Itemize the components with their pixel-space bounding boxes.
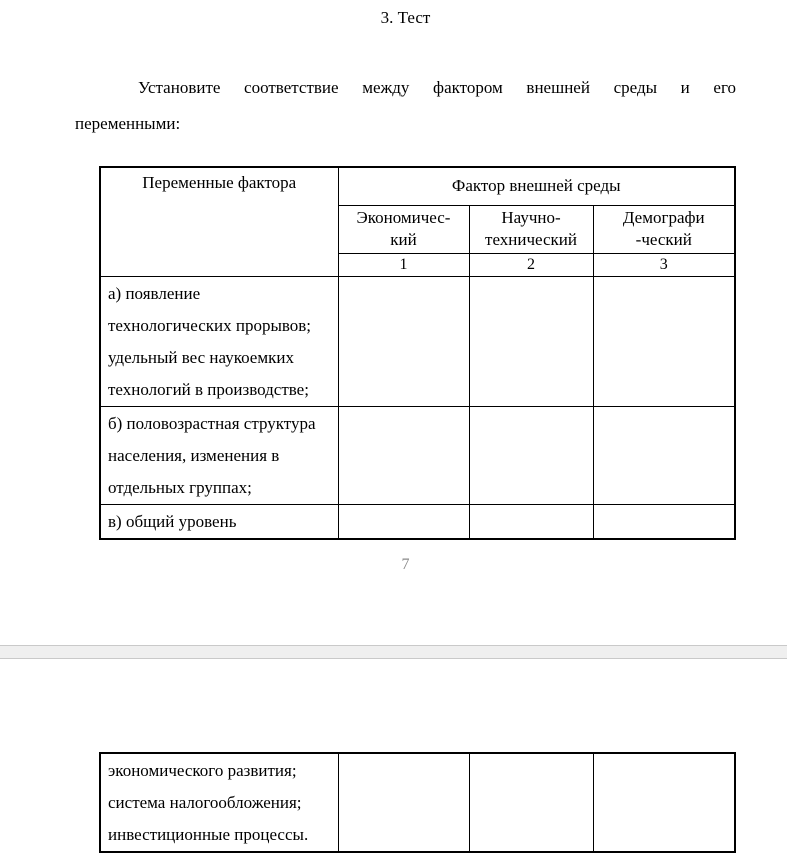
row-label-line: а) появление xyxy=(108,283,201,303)
factor-header-line: Экономичес- xyxy=(356,208,451,227)
page-number: 7 xyxy=(401,556,410,573)
answer-cell xyxy=(338,406,469,504)
row-label-line: инвестиционные процессы. xyxy=(108,825,309,844)
row-label-line: технологических прорывов; xyxy=(108,315,312,335)
factor-number-1: 1 xyxy=(338,253,469,276)
row-label-cell-b xyxy=(100,406,338,504)
row-label-line: отдельных группах; xyxy=(108,477,252,497)
answer-cell xyxy=(338,753,469,852)
factor-header-line: Демографи xyxy=(622,208,705,227)
factor-group-header-cell: Фактор внешней среды xyxy=(338,167,735,205)
row-label-line: система налогообложения; xyxy=(108,793,302,812)
answer-cell xyxy=(593,504,735,539)
row-label-line: экономического развития; xyxy=(108,761,297,780)
factor-header-line: технический xyxy=(485,230,577,249)
factor-header-economic xyxy=(338,205,469,253)
answer-cell xyxy=(338,276,469,406)
answer-cell xyxy=(593,753,735,852)
table-row-b xyxy=(100,406,735,504)
row-label-cell-v xyxy=(100,504,338,539)
intro-paragraph xyxy=(75,70,736,142)
matching-table-continuation xyxy=(99,752,736,853)
factor-number-3: 3 xyxy=(593,253,735,276)
factor-number-2: 2 xyxy=(469,253,593,276)
row-label-line: б) половозрастная структура xyxy=(108,413,316,433)
row-label-cell-a xyxy=(100,276,338,406)
answer-cell xyxy=(593,276,735,406)
factor-header-line: -ческий xyxy=(635,230,692,249)
table-row-v xyxy=(100,504,735,539)
factor-header-scientific xyxy=(469,205,593,253)
row-label-line: технологий в производстве; xyxy=(108,379,309,399)
factor-header-line: Научно- xyxy=(501,208,561,227)
page-title: 3. Тест xyxy=(380,8,431,27)
table-row-v-continued xyxy=(100,753,735,852)
intro-paragraph-line-2: переменными: xyxy=(75,114,181,133)
row-label-line: населения, изменения в xyxy=(108,445,280,465)
answer-cell xyxy=(338,504,469,539)
row-label-line: в) общий уровень xyxy=(108,511,237,531)
matching-table xyxy=(99,166,736,540)
answer-cell xyxy=(469,753,593,852)
intro-paragraph-line-1: Установите соответствие между фактором внешней среды и его xyxy=(138,78,736,97)
row-label-cell-v-continued xyxy=(100,753,338,852)
table-row-a xyxy=(100,276,735,406)
answer-cell xyxy=(469,276,593,406)
answer-cell xyxy=(593,406,735,504)
answer-cell xyxy=(469,406,593,504)
page-separator xyxy=(0,645,787,659)
variables-header-cell: Переменные фактора xyxy=(100,167,338,276)
row-label-line: удельный вес наукоемких xyxy=(108,347,294,367)
answer-cell xyxy=(469,504,593,539)
factor-header-demographic xyxy=(593,205,735,253)
factor-header-line: кий xyxy=(390,230,417,249)
